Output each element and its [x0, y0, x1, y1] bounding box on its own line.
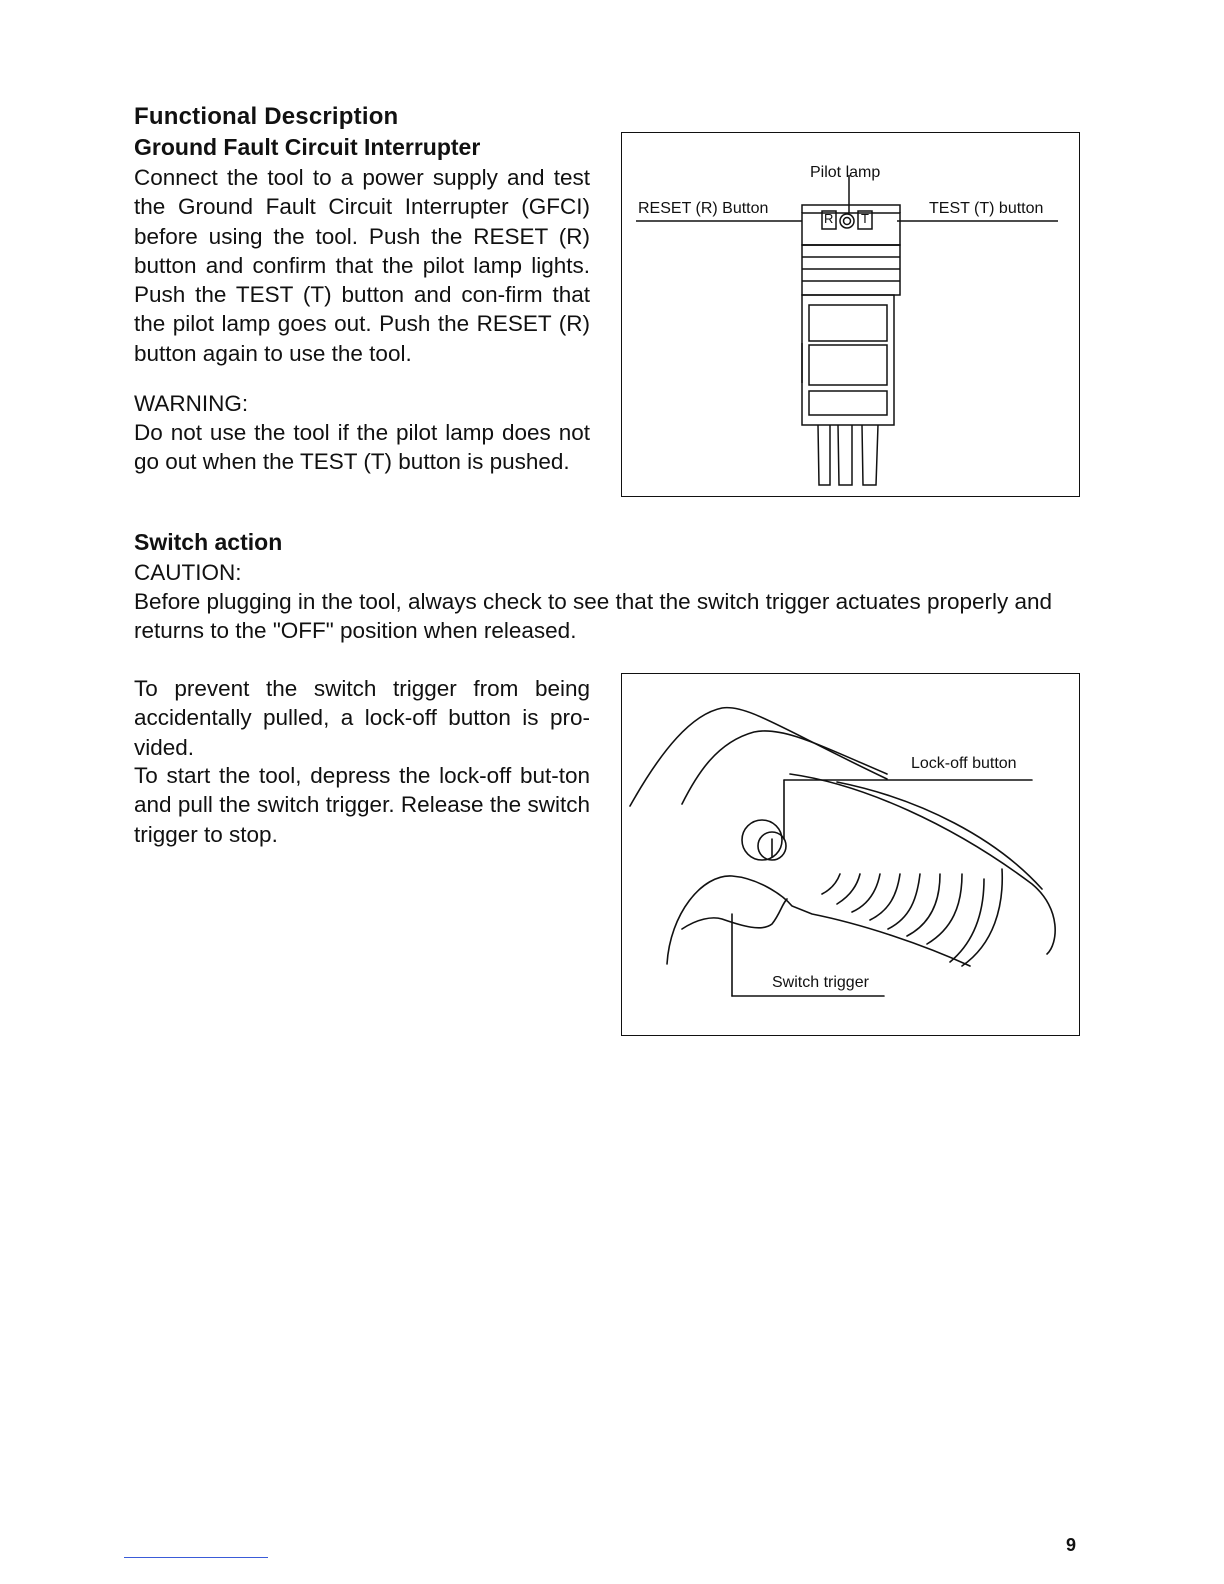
- test-letter: T: [861, 211, 869, 226]
- gfci-paragraph: Connect the tool to a power supply and test the Ground Fault Circuit Interrupter (GFCI) before using the tool. Push the RESET (R) button and confirm that the pilot lamp lights. Push the TEST (T) button and con-firm that the pilot lamp goes out. Push the RESET (R) button again to use the tool.: [134, 165, 590, 366]
- switch-heading: Switch action: [134, 529, 283, 555]
- reset-letter: R: [824, 211, 834, 226]
- gfci-plug-illustration: [622, 133, 1081, 498]
- lockoff-paragraph: To prevent the switch trigger from being accidentally pulled, a lock-off button is pro-vided.: [134, 676, 590, 760]
- section-title: Functional Description: [134, 103, 399, 130]
- caution-text: Before plugging in the tool, always check to see that the switch trigger actuates properly and returns to the "OFF" position when released.: [134, 589, 1053, 644]
- switch-trigger-label: Switch trigger: [772, 974, 869, 991]
- warning-label: WARNING:: [134, 391, 249, 416]
- lockoff-button-label: Lock-off button: [911, 755, 1017, 772]
- switch-figure: [621, 673, 1080, 1036]
- test-button-label: TEST (T) button: [929, 200, 1044, 217]
- pilot-lamp-label: Pilot lamp: [810, 164, 881, 181]
- page-number: 9: [1066, 1535, 1077, 1555]
- caution-label: CAUTION:: [134, 560, 242, 585]
- footer-rule: [124, 1557, 268, 1558]
- warning-text: Do not use the tool if the pilot lamp does not go out when the TEST (T) button is pushed.: [134, 420, 590, 475]
- reset-button-label: RESET (R) Button: [638, 200, 769, 217]
- start-paragraph: To start the tool, depress the lock-off but-ton and pull the switch trigger. Release the switch trigger to stop.: [134, 763, 590, 847]
- gfci-figure: [621, 132, 1080, 497]
- gfci-heading: Ground Fault Circuit Interrupter: [134, 134, 481, 160]
